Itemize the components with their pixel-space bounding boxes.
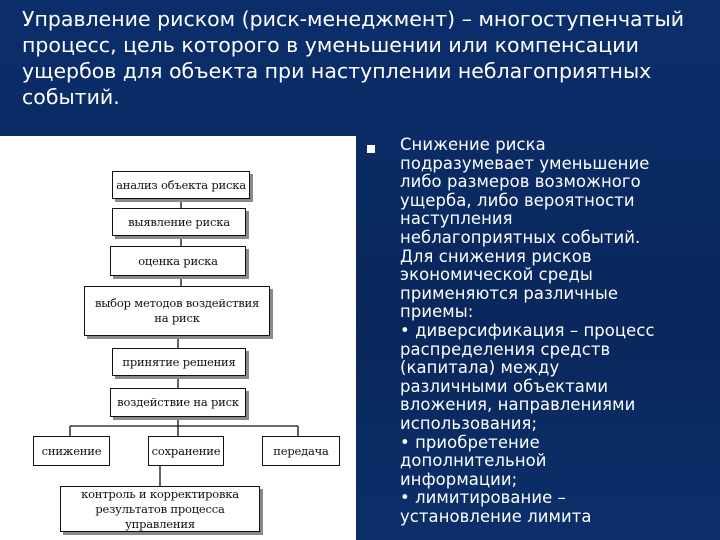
text-line: (капитала) между <box>400 358 560 378</box>
risk-management-flowchart <box>0 136 356 540</box>
text-line: • приобретение <box>400 432 540 452</box>
text-line: неблагоприятных событий. <box>400 227 641 247</box>
flowchart-step: выбор методов воздействия на риск <box>84 286 270 336</box>
method-box: снижение <box>33 436 110 466</box>
text-line: применяются различные <box>400 283 619 303</box>
flowchart-final-step: контроль и корректировка результатов процесса управления <box>60 486 260 532</box>
text-line: ущерба, либо вероятности <box>400 190 635 210</box>
text-line: Для снижения рисков <box>400 246 592 266</box>
text-line: подразумевает уменьшение <box>400 153 650 173</box>
text-line: дополнительной <box>400 451 547 471</box>
text-line: • диверсификация – процесс <box>400 320 655 340</box>
method-box: передача <box>262 436 340 466</box>
text-line: использования; <box>400 413 538 433</box>
text-line: наступления <box>400 209 513 229</box>
flowchart-step: оценка риска <box>110 246 246 276</box>
text-line: распределения средств <box>400 339 611 359</box>
text-line: приемы: <box>400 302 474 322</box>
text-line: экономической среды <box>400 265 593 285</box>
bullet-text <box>400 136 718 540</box>
text-line: вложения, направлениями <box>400 395 636 415</box>
text-line: Снижение риска <box>400 136 546 154</box>
title-line: событий. <box>22 85 120 109</box>
method-box: сохранение <box>148 436 224 466</box>
bullet-square-icon <box>367 145 375 153</box>
flowchart-step: анализ объекта риска <box>112 171 250 199</box>
text-line: информации; <box>400 469 518 489</box>
text-line: различными объектами <box>400 376 609 396</box>
flowchart-step: принятие решения <box>112 348 246 376</box>
title-line: Управление риском (риск-менеджмент) – многоступенчатый <box>22 7 685 31</box>
text-line: либо размеров возможного <box>400 172 641 192</box>
slide-title <box>22 6 712 110</box>
text-line: • лимитирование – <box>400 488 566 508</box>
title-line: ущербов для объекта при наступлении неблагоприятных <box>22 59 652 83</box>
title-line: процесс, цель которого в уменьшении или компенсации <box>22 33 639 57</box>
flowchart-step: воздействие на риск <box>110 388 246 417</box>
text-line: установление лимита <box>400 506 592 526</box>
flowchart-step: выявление риска <box>112 208 246 236</box>
